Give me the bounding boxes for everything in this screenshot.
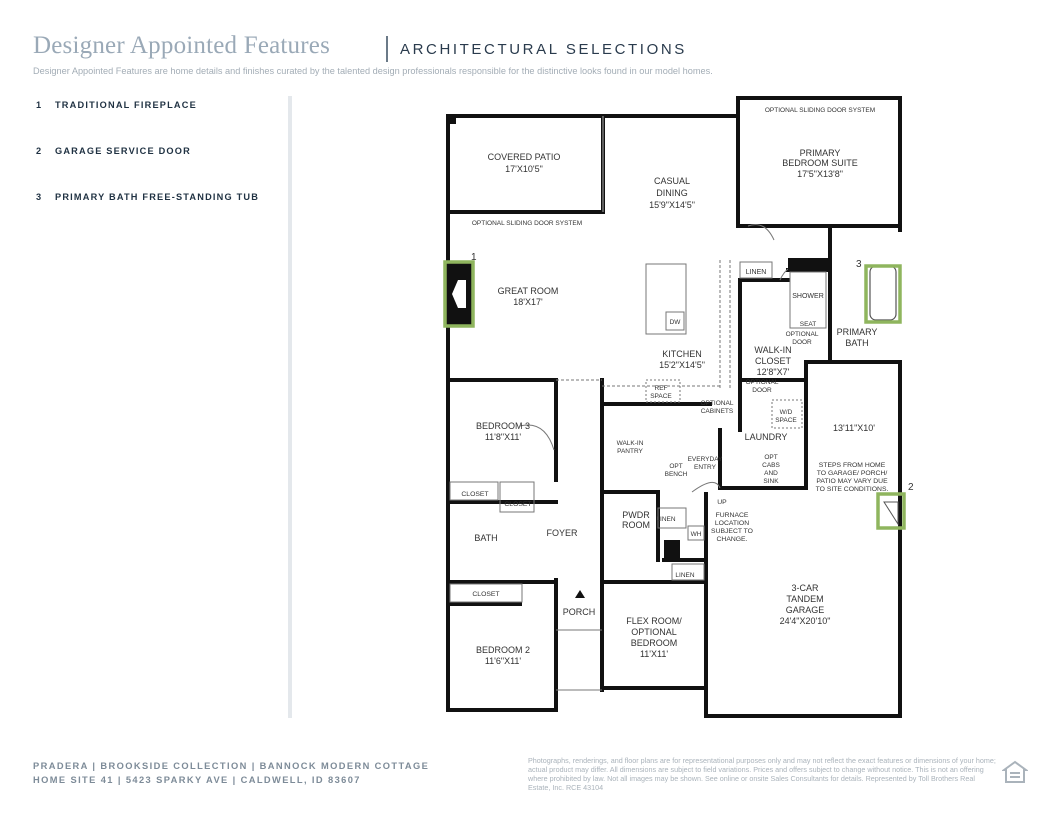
room-dim: 17'X10'5"	[505, 164, 543, 174]
feature-number: 1	[36, 100, 43, 110]
room-dim: 11'6"X11'	[484, 656, 522, 666]
room-label: LAUNDRY	[744, 432, 788, 442]
room-dim: 12'8"X7'	[756, 367, 790, 377]
room-label: SEAT	[799, 321, 817, 328]
room-label: BATH	[845, 338, 869, 348]
room-dim: 11'X11'	[639, 649, 669, 659]
note-label: TO GARAGE/ PORCH/	[816, 470, 888, 477]
footer-home-site: HOME SITE 41 | 5423 SPARKY AVE | CALDWELL, ID 83607	[33, 775, 361, 785]
shower-stall	[790, 272, 826, 328]
room-label: CLOSET	[504, 501, 532, 508]
note-label: AND	[764, 470, 778, 477]
note-label: CABS	[762, 462, 780, 469]
section-divider	[288, 96, 292, 718]
room-label: GREAT ROOM	[497, 286, 559, 296]
room-dim: 18'X17'	[513, 297, 543, 307]
room-label: BEDROOM	[630, 638, 678, 648]
room-label: COVERED PATIO	[487, 152, 561, 162]
feature-label: PRIMARY BATH FREE-STANDING TUB	[55, 192, 260, 202]
room-label: BEDROOM 2	[475, 645, 531, 655]
room-label: DW	[669, 319, 681, 326]
feature-item-tub	[36, 192, 259, 202]
feature-marker-2: 2	[908, 482, 914, 493]
feature-item-fireplace	[36, 100, 197, 110]
room-label: CLOSET	[461, 491, 489, 498]
note-label: OPTIONAL	[745, 379, 779, 386]
note-label: CABINETS	[700, 408, 734, 415]
room-label: ENTRY	[694, 464, 716, 471]
room-label: CLOSET	[472, 591, 500, 598]
room-label: WALK-IN	[754, 345, 792, 355]
room-label: SPACE	[650, 393, 672, 400]
page-description: Designer Appointed Features are home details and finishes curated by the talented design professionals responsible for the distinctive looks found in our model homes.	[33, 66, 713, 76]
room-label: OPTIONAL	[631, 627, 677, 637]
room-label: WH	[690, 531, 702, 538]
room-label: FLEX ROOM/	[626, 616, 682, 626]
note-label: OPTIONAL SLIDING DOOR SYSTEM	[764, 107, 876, 114]
note-label: SINK	[763, 478, 779, 485]
room-label: PRIMARY	[799, 148, 841, 158]
room-dim: 11'8"X11'	[484, 432, 522, 442]
note-label: OPTIONAL	[785, 331, 819, 338]
feature-number: 3	[36, 192, 43, 202]
note-label: STEPS FROM HOME	[818, 462, 886, 469]
room-label: CASUAL	[653, 176, 691, 186]
room-label: PRIMARY	[836, 327, 878, 337]
room-label: BEDROOM SUITE	[782, 158, 858, 168]
note-label: FURNACE	[715, 512, 749, 519]
room-label: PWDR	[622, 510, 650, 520]
room-label: SPACE	[775, 417, 797, 424]
note-label: CHANGE.	[716, 536, 748, 543]
note-label: DOOR	[792, 339, 812, 346]
room-label: TANDEM	[786, 594, 824, 604]
note-label: DOOR	[752, 387, 772, 394]
freestanding-tub	[870, 266, 896, 320]
page-subtitle: ARCHITECTURAL SELECTIONS	[400, 41, 687, 58]
room-label: LINEN	[675, 572, 695, 579]
room-label: EVERYDAY	[687, 456, 723, 463]
room-label: REF	[654, 385, 668, 392]
feature-number: 2	[36, 146, 43, 156]
footer-community: PRADERA | BROOKSIDE COLLECTION | BANNOCK MODERN COTTAGE	[33, 761, 430, 771]
room-dim: 17'5"X13'8"	[797, 169, 843, 179]
floor-plan	[420, 90, 920, 730]
note-label: BENCH	[664, 471, 688, 478]
footer-disclaimer: Photographs, renderings, and floor plans are for representational purposes only and may not reflect the exact features or dimensions of your home; actual product may differ. All dimensions are subject to field variations. Prices and offers subject to change without notice. This is not an offering where prohibited by law. Not all images may be shown. See online or onsite Sales Consultants for details. Represented by Toll Brothers Real Estate, Inc. RCE 43104	[528, 756, 996, 792]
title-divider	[386, 36, 388, 62]
dark-block-pwdr	[664, 540, 680, 560]
note-label: TO SITE CONDITIONS.	[815, 486, 889, 493]
room-label: FOYER	[546, 528, 578, 538]
room-dim: 15'2"X14'5"	[659, 360, 705, 370]
note-label: SUBJECT TO	[711, 528, 753, 535]
room-label: GARAGE	[785, 605, 825, 615]
room-label: LINEN	[745, 269, 767, 276]
feature-label: TRADITIONAL FIREPLACE	[55, 100, 197, 110]
feature-marker-1: 1	[471, 252, 477, 263]
equal-housing-opportunity-icon	[1002, 760, 1028, 786]
room-label: PORCH	[562, 607, 596, 617]
room-label: W/D	[779, 409, 793, 416]
footer-address	[33, 759, 429, 787]
note-label: PATIO MAY VARY DUE	[816, 478, 888, 485]
garage-service-door	[884, 502, 898, 524]
note-label: LOCATION	[714, 520, 750, 527]
room-dim: 15'9"X14'5"	[649, 200, 695, 210]
room-label: WALK-IN	[616, 440, 644, 447]
room-label: KITCHEN	[662, 349, 702, 359]
room-label: LINEN	[656, 516, 676, 523]
dark-block-shower	[788, 258, 828, 270]
room-label: PANTRY	[617, 448, 643, 455]
fireplace	[444, 262, 472, 326]
page-title: Designer Appointed Features	[33, 32, 331, 59]
room-dim: 24'4"X20'10"	[779, 616, 831, 626]
room-label: 3-CAR	[791, 583, 819, 593]
feature-label: GARAGE SERVICE DOOR	[55, 146, 191, 156]
feature-marker-3: 3	[856, 259, 862, 270]
dark-corner-block	[446, 114, 456, 124]
porch-arrow	[575, 590, 585, 598]
note-label: OPT	[764, 454, 778, 461]
room-label: BATH	[474, 533, 498, 543]
room-label: SHOWER	[792, 293, 824, 300]
note-label: OPTIONAL	[700, 400, 734, 407]
note-label: OPT	[669, 463, 683, 470]
room-label: UP	[717, 499, 727, 506]
room-label: DINING	[656, 188, 688, 198]
room-label: ROOM	[622, 520, 650, 530]
room-dim: 13'11"X10'	[833, 423, 875, 433]
note-label: OPTIONAL SLIDING DOOR SYSTEM	[471, 220, 583, 227]
room-label: CLOSET	[754, 356, 792, 366]
feature-item-garage-door	[36, 146, 191, 156]
room-label: BEDROOM 3	[475, 421, 531, 431]
